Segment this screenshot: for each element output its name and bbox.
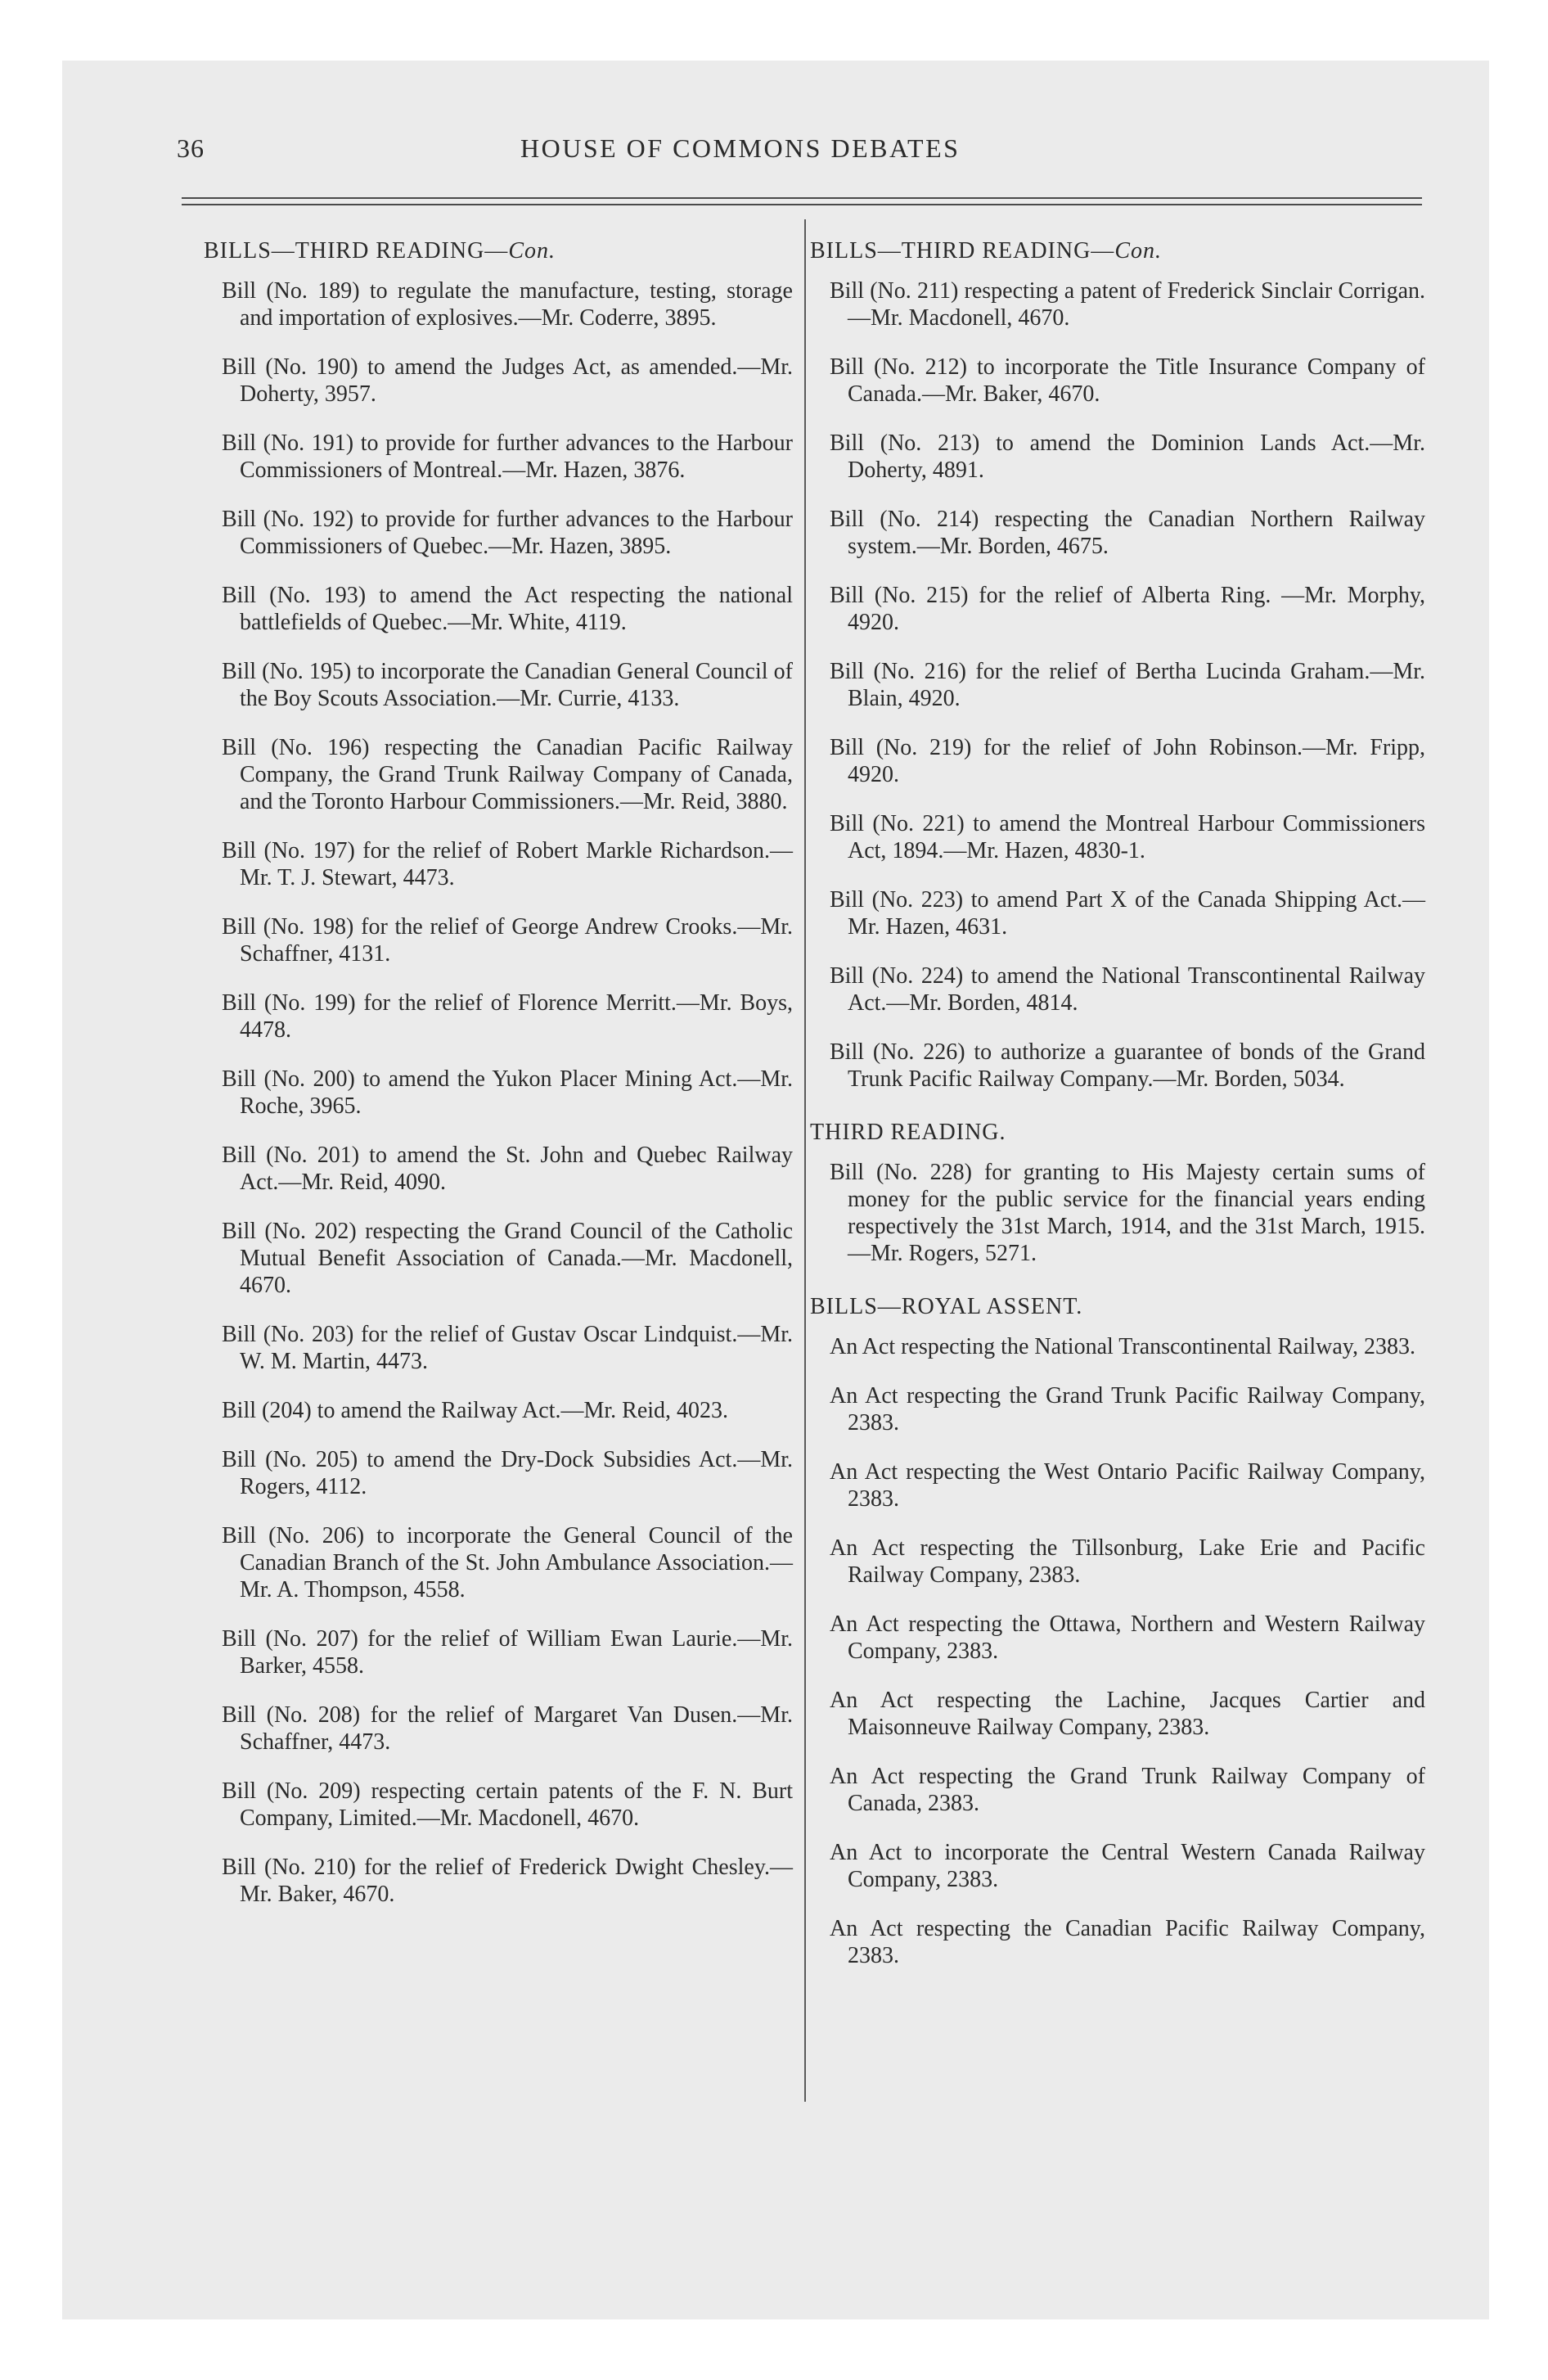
index-entry: An Act respecting the Tillsonburg, Lake Erie and Pacific Railway Company, 2383. — [830, 1535, 1425, 1588]
index-entry: Bill (No. 192) to provide for further advances to the Harbour Commissioners of Quebec.—Mr. Hazen, 3895. — [222, 507, 793, 559]
index-entry: Bill (No. 215) for the relief of Alberta Ring. —Mr. Morphy, 4920. — [830, 583, 1425, 635]
index-entry: Bill (No. 209) respecting certain patents of the F. N. Burt Company, Limited.—Mr. Macdonell, 4670. — [222, 1778, 793, 1831]
index-entry: Bill (No. 199) for the relief of Florence Merritt.—Mr. Boys, 4478. — [222, 990, 793, 1043]
index-entry: Bill (No. 193) to amend the Act respecting the national battlefields of Quebec.—Mr. White, 4119. — [222, 583, 793, 635]
index-entry: Bill (No. 224) to amend the National Transcontinental Railway Act.—Mr. Borden, 4814. — [830, 963, 1425, 1016]
index-entry: Bill (No. 219) for the relief of John Robinson.—Mr. Fripp, 4920. — [830, 735, 1425, 787]
index-entry: Bill (No. 211) respecting a patent of Frederick Sinclair Corrigan.—Mr. Macdonell, 4670. — [830, 278, 1425, 331]
index-entry: Bill (No. 195) to incorporate the Canadian General Council of the Boy Scouts Association.—Mr. Currie, 4133. — [222, 659, 793, 711]
index-entry: Bill (No. 210) for the relief of Frederick Dwight Chesley.—Mr. Baker, 4670. — [222, 1855, 793, 1907]
index-entry: An Act respecting the Canadian Pacific Railway Company, 2383. — [830, 1916, 1425, 1968]
index-entry: Bill (No. 208) for the relief of Margaret Van Dusen.—Mr. Schaffner, 4473. — [222, 1702, 793, 1755]
index-entry: Bill (No. 200) to amend the Yukon Placer Mining Act.—Mr. Roche, 3965. — [222, 1066, 793, 1119]
index-entry: Bill (204) to amend the Railway Act.—Mr. Reid, 4023. — [222, 1398, 729, 1423]
index-entry: Bill (No. 223) to amend Part X of the Canada Shipping Act.—Mr. Hazen, 4631. — [830, 887, 1425, 940]
running-head: HOUSE OF COMMONS DEBATES — [520, 133, 961, 163]
index-entry: Bill (No. 202) respecting the Grand Council of the Catholic Mutual Benefit Association of Canada.—Mr. Macdonell, 4670. — [222, 1219, 793, 1298]
index-entry: Bill (No. 203) for the relief of Gustav Oscar Lindquist.—Mr. W. M. Martin, 4473. — [222, 1322, 793, 1374]
index-entry: Bill (No. 228) for granting to His Majesty certain sums of money for the public service for the financial years ending respectively the 31st March, 1914, and the 31st March, 1915.—Mr. Rogers, 5271. — [830, 1160, 1425, 1266]
section-heading-bills-third-reading-continued — [810, 237, 1425, 264]
heading-text: BILLS—THIRD READING— — [810, 238, 1115, 264]
index-entry: An Act respecting the Lachine, Jacques Cartier and Maisonneuve Railway Company, 2383. — [830, 1688, 1425, 1740]
index-entry: An Act respecting the Grand Trunk Railway Company of Canada, 2383. — [830, 1764, 1425, 1816]
index-entry: Bill (No. 212) to incorporate the Title Insurance Company of Canada.—Mr. Baker, 4670. — [830, 354, 1425, 407]
heading-text: BILLS—THIRD READING— — [204, 238, 509, 264]
page-number: 36 — [177, 133, 205, 163]
index-entry: An Act respecting the National Transcontinental Railway, 2383. — [830, 1334, 1415, 1359]
index-entry: Bill (No. 198) for the relief of George Andrew Crooks.—Mr. Schaffner, 4131. — [222, 914, 793, 967]
right-column — [810, 237, 1425, 1991]
index-entry: An Act respecting the Grand Trunk Pacific Railway Company, 2383. — [830, 1383, 1425, 1436]
index-entry: An Act respecting the West Ontario Pacific Railway Company, 2383. — [830, 1459, 1425, 1512]
index-entry: Bill (No. 213) to amend the Dominion Lands Act.—Mr. Doherty, 4891. — [830, 430, 1425, 483]
section-heading-third-reading: THIRD READING. — [810, 1120, 1006, 1145]
index-entry: Bill (No. 216) for the relief of Bertha Lucinda Graham.—Mr. Blain, 4920. — [830, 659, 1425, 711]
royal-assent-entry-list — [810, 1333, 1425, 1969]
index-entry: Bill (No. 226) to authorize a guarantee of bonds of the Grand Trunk Pacific Railway Company.—Mr. Borden, 5034. — [830, 1039, 1425, 1092]
index-entry: Bill (No. 221) to amend the Montreal Harbour Commissioners Act, 1894.—Mr. Hazen, 4830-1. — [830, 811, 1425, 863]
index-entry: An Act to incorporate the Central Western Canada Railway Company, 2383. — [830, 1840, 1425, 1892]
index-entry: Bill (No. 201) to amend the St. John and Quebec Railway Act.—Mr. Reid, 4090. — [222, 1143, 793, 1195]
index-entry: An Act respecting the Ottawa, Northern and Western Railway Company, 2383. — [830, 1611, 1425, 1664]
index-entry: Bill (No. 214) respecting the Canadian Northern Railway system.—Mr. Borden, 4675. — [830, 507, 1425, 559]
heading-continued: Con. — [1114, 238, 1162, 264]
column-divider — [804, 219, 806, 2102]
header-rule-top — [182, 197, 1422, 199]
index-entry: Bill (No. 191) to provide for further advances to the Harbour Commissioners of Montreal.—Mr. Hazen, 3876. — [222, 430, 793, 483]
section-heading-bills-third-reading — [204, 237, 793, 264]
index-entry: Bill (No. 206) to incorporate the General Council of the Canadian Branch of the St. John Ambulance Association.—Mr. A. Thompson, 4558. — [222, 1523, 793, 1602]
index-entry: Bill (No. 196) respecting the Canadian Pacific Railway Company, the Grand Trunk Railway Company of Canada, and the Toronto Harbour Commissioners.—Mr. Reid, 3880. — [222, 735, 793, 814]
section-heading-royal-assent: BILLS—ROYAL ASSENT. — [810, 1294, 1083, 1319]
index-entry: Bill (No. 189) to regulate the manufacture, testing, storage and importation of explosives.—Mr. Coderre, 3895. — [222, 278, 793, 331]
index-entry: Bill (No. 197) for the relief of Robert Markle Richardson.—Mr. T. J. Stewart, 4473. — [222, 838, 793, 890]
index-entry: Bill (No. 207) for the relief of William Ewan Laurie.—Mr. Barker, 4558. — [222, 1626, 793, 1679]
index-entry: Bill (No. 205) to amend the Dry-Dock Subsidies Act.—Mr. Rogers, 4112. — [222, 1447, 793, 1499]
left-column — [204, 237, 793, 1930]
third-reading-entry-list — [810, 1159, 1425, 1267]
index-entry: Bill (No. 190) to amend the Judges Act, as amended.—Mr. Doherty, 3957. — [222, 354, 793, 407]
left-entry-list — [204, 277, 793, 1908]
heading-continued: Con. — [508, 238, 556, 264]
right-entry-list — [810, 277, 1425, 1093]
header-rule-bottom — [182, 204, 1422, 205]
